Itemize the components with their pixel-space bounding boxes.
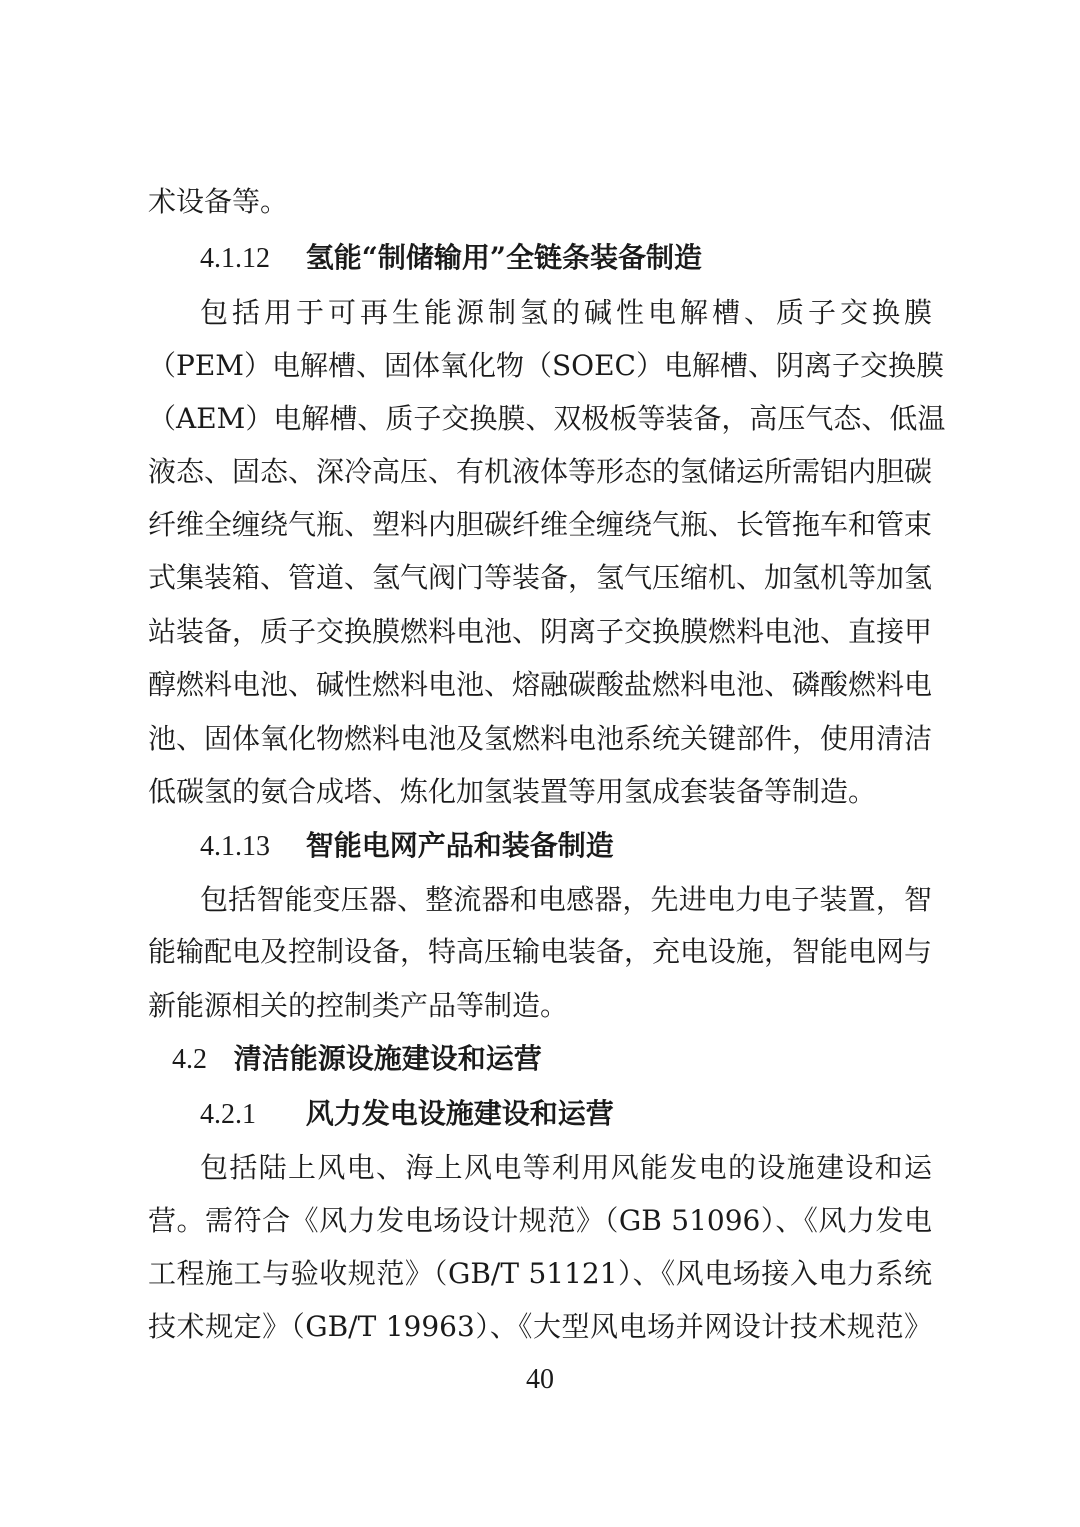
page-number: 40 — [526, 1364, 554, 1395]
body-line: 包括用于可再生能源制氢的碱性电解槽、质子交换膜 — [200, 296, 932, 329]
section-heading-4-2-1 — [200, 1097, 614, 1132]
body-line: 站装备，质子交换膜燃料电池、阴离子交换膜燃料电池、直接甲 — [148, 615, 933, 648]
body-line: 液态、固态、深冷高压、有机液体等形态的氢储运所需铝内胆碳 — [148, 455, 933, 488]
section-heading-4-1-12 — [200, 241, 702, 276]
body-line: 工程施工与验收规范》（GB/T 51121）、《风电场接入电力系统 — [148, 1257, 932, 1290]
body-line: （AEM）电解槽、质子交换膜、双极板等装备，高压气态、低温 — [148, 402, 946, 435]
section-title: 清洁能源设施建设和运营 — [233, 1042, 542, 1075]
body-line: 包括陆上风电、海上风电等利用风能发电的设施建设和运 — [200, 1151, 932, 1184]
body-line: 营。需符合《风力发电场设计规范》（GB 51096）、《风力发电 — [148, 1204, 932, 1237]
body-line: （PEM）电解槽、固体氧化物（SOEC）电解槽、阴离子交换膜 — [148, 349, 944, 382]
body-line: 式集装箱、管道、氢气阀门等装备，氢气压缩机、加氢机等加氢 — [148, 561, 933, 594]
section-title: 氢能“制储输用”全链条装备制造 — [305, 241, 702, 274]
body-line: 纤维全缠绕气瓶、塑料内胆碳纤维全缠绕气瓶、长管拖车和管束 — [148, 508, 933, 541]
section-heading-4-2 — [172, 1042, 542, 1077]
body-line: 术设备等。 — [148, 185, 289, 218]
section-number: 4.2.1 — [200, 1099, 256, 1130]
body-line: 池、固体氧化物燃料电池及氢燃料电池系统关键部件，使用清洁 — [148, 722, 933, 755]
section-heading-4-1-13 — [200, 829, 614, 864]
body-line: 技术规定》（GB/T 19963）、《大型风电场并网设计技术规范》 — [148, 1310, 932, 1343]
section-number: 4.1.12 — [200, 243, 270, 274]
body-line: 低碳氢的氨合成塔、炼化加氢装置等用氢成套装备等制造。 — [148, 775, 877, 808]
body-line: 包括智能变压器、整流器和电感器，先进电力电子装置，智 — [200, 883, 932, 916]
section-title: 风力发电设施建设和运营 — [305, 1097, 614, 1130]
body-line: 能输配电及控制设备，特高压输电装备，充电设施，智能电网与 — [148, 935, 933, 968]
body-line: 新能源相关的控制类产品等制造。 — [148, 989, 569, 1022]
section-number: 4.2 — [172, 1044, 207, 1075]
body-line: 醇燃料电池、碱性燃料电池、熔融碳酸盐燃料电池、磷酸燃料电 — [148, 668, 933, 701]
section-title: 智能电网产品和装备制造 — [305, 829, 614, 862]
section-number: 4.1.13 — [200, 831, 270, 862]
